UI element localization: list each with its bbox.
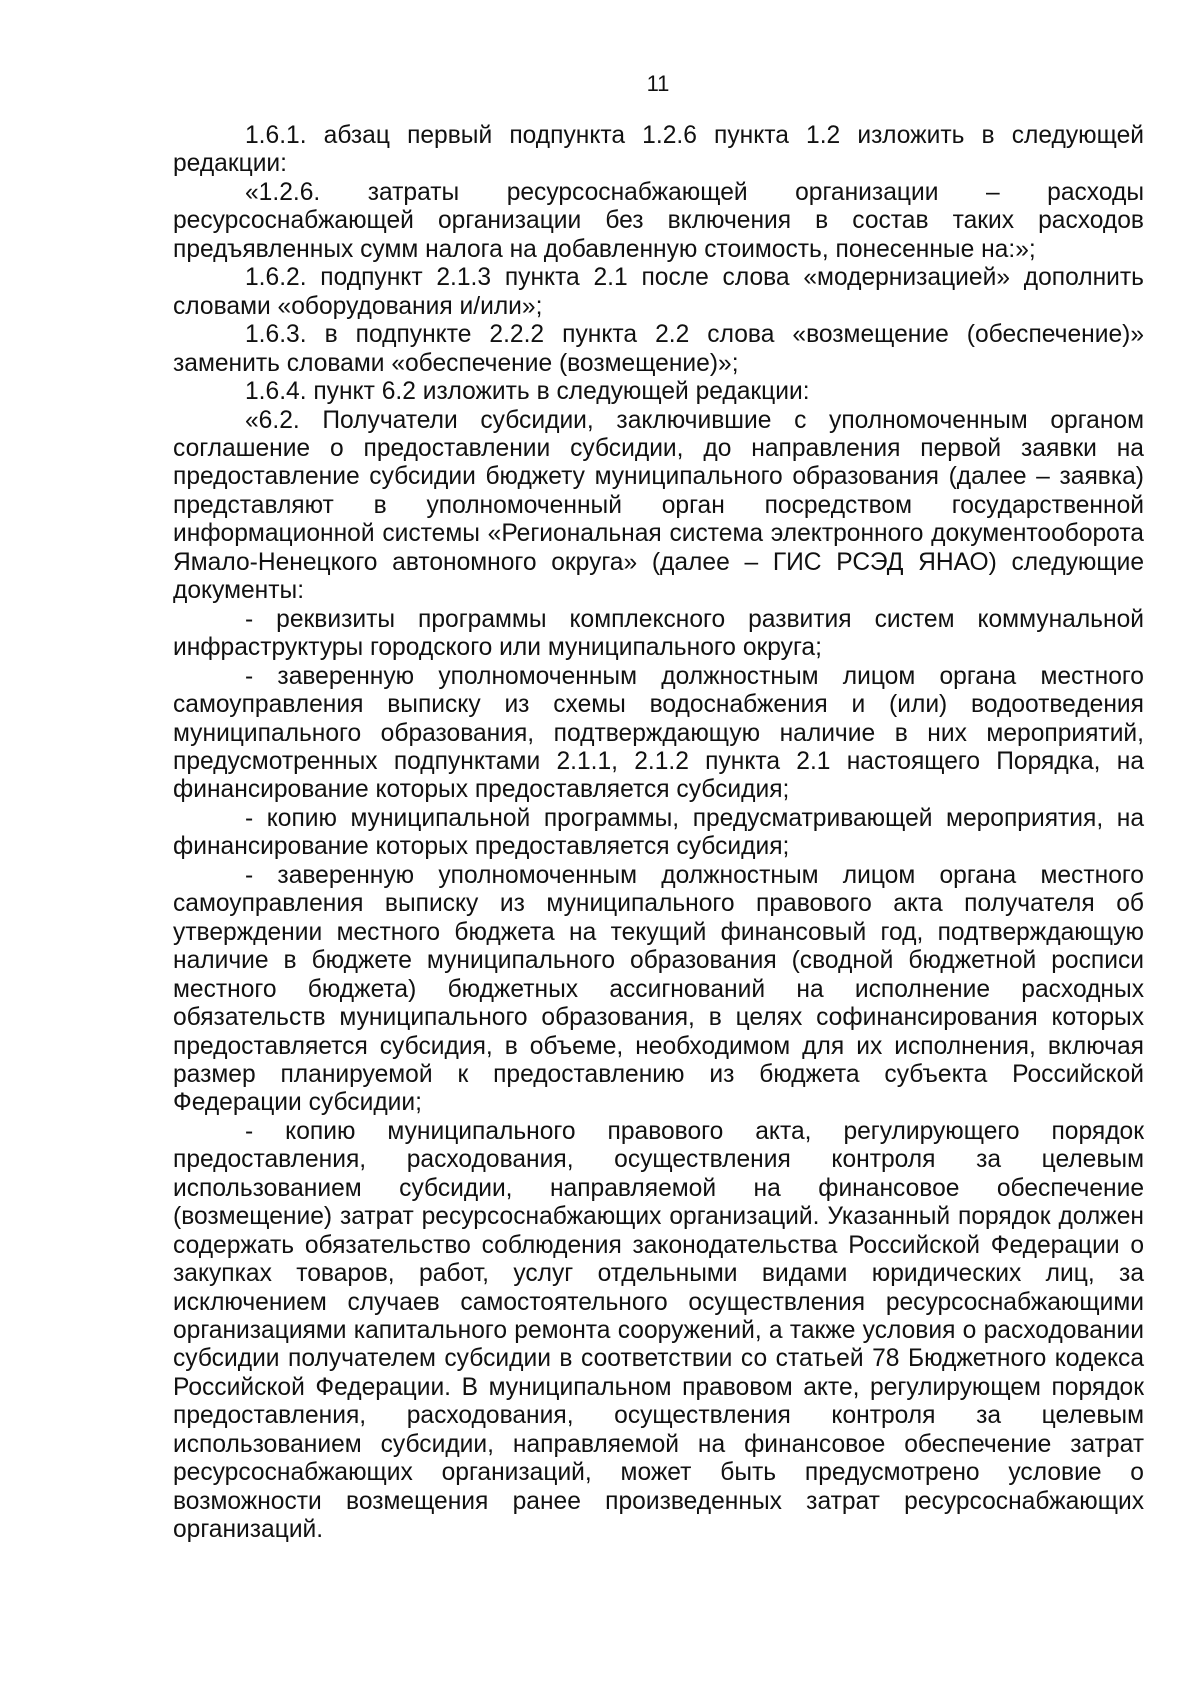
paragraph-quote-1-2-6: «1.2.6. затраты ресурсоснабжающей организации – расходы ресурсоснабжающей организации без включения в состав таких расходов предъявленных сумм налога на добавленную стоимость, понесенные на:»;: [173, 178, 1144, 263]
list-item-budget-act-extract: - заверенную уполномоченным должностным лицом органа местного самоуправления выписку из муниципального правового акта получателя об утверждении местного бюджета на текущий финансовый год, подтверждающую наличие в бюджете муниципального образования (сводной бюджетной росписи местного бюджета) бюджетных ассигнований на исполнение расходных обязательств муниципального образования, в целях софинансирования которых предоставляется субсидия, в объеме, необходимом для их исполнения, включая размер планируемой к предоставлению из бюджета субъекта Российской Федерации субсидии;: [173, 861, 1144, 1117]
paragraph-1-6-4: 1.6.4. пункт 6.2 изложить в следующей редакции:: [245, 378, 810, 406]
page-number: 11: [646, 71, 670, 96]
paragraph-1-6-1: 1.6.1. абзац первый подпункта 1.2.6 пункта 1.2 изложить в следующей редакции:: [173, 122, 1144, 178]
list-item-municipal-program-copy: - копию муниципальной программы, предусматривающей мероприятия, на финансирование которых предоставляется субсидия;: [173, 804, 1144, 861]
list-item-requisites: - реквизиты программы комплексного развития систем коммунальной инфраструктуры городского или муниципального округа;: [173, 605, 1144, 662]
paragraph-1-6-2: 1.6.2. подпункт 2.1.3 пункта 2.1 после слова «модернизацией» дополнить словами «оборудования и/или»;: [173, 264, 1144, 320]
list-item-legal-act-copy: - копию муниципального правового акта, регулирующего порядок предоставления, расходования, осуществления контроля за целевым использованием субсидии, направляемой на финансовое обеспечение (возмещение) затрат ресурсоснабжающих организаций. Указанный порядок должен содержать обязательство соблюдения законодательства Российской Федерации о закупках товаров, работ, услуг отдельными видами юридических лиц, за исключением случаев самостоятельного осуществления ресурсоснабжающими организациями капитального ремонта сооружений, а также условия о расходовании субсидии получателем субсидии в соответствии со статьей 78 Бюджетного кодекса Российской Федерации. В муниципальном правовом акте, регулирующем порядок предоставления, расходования, осуществления контроля за целевым использованием субсидии, направляемой на финансовое обеспечение затрат ресурсоснабжающих организаций, может быть предусмотрено условие о возможности возмещения ранее произведенных затрат ресурсоснабжающих организаций.: [173, 1117, 1144, 1544]
document-body: [173, 122, 1144, 1545]
paragraph-quote-6-2: «6.2. Получатели субсидии, заключившие с уполномоченным органом соглашение о предоставлении субсидии, до направления первой заявки на предоставление субсидии бюджету муниципального образования (далее – заявка) представляют в уполномоченный орган посредством государственной информационной системы «Региональная система электронного документооборота Ямало-Ненецкого автономного округа» (далее – ГИС РСЭД ЯНАО) следующие документы:: [173, 406, 1144, 605]
list-item-water-scheme-extract: - заверенную уполномоченным должностным лицом органа местного самоуправления выписку из схемы водоснабжения и (или) водоотведения муниципального образования, подтверждающую наличие в них мероприятий, предусмотренных подпунктами 2.1.1, 2.1.2 пункта 2.1 настоящего Порядка, на финансирование которых предоставляется субсидия;: [173, 662, 1144, 804]
paragraph-1-6-3: 1.6.3. в подпункте 2.2.2 пункта 2.2 слова «возмещение (обеспечение)» заменить словами «обеспечение (возмещение)»;: [173, 321, 1144, 377]
